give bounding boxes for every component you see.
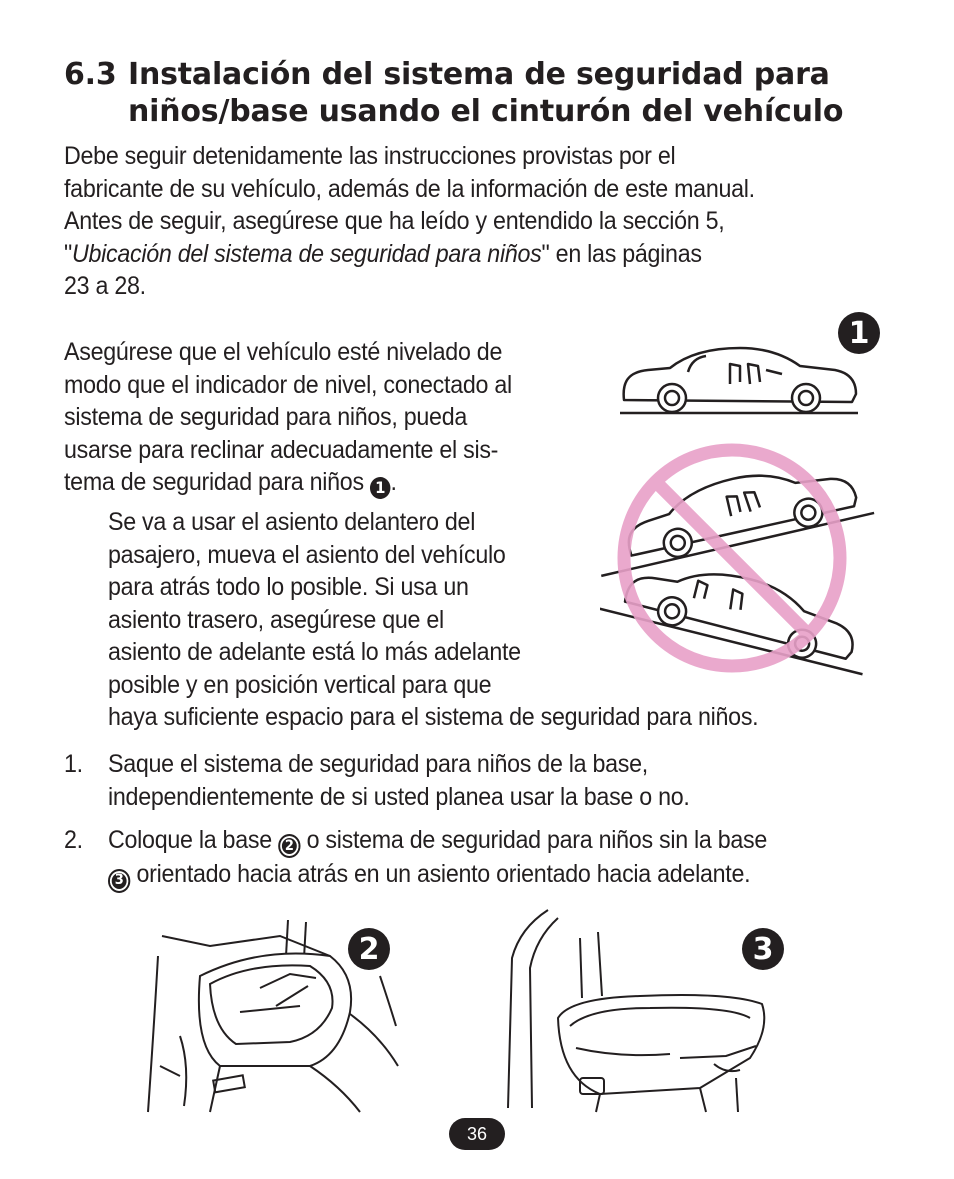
step-line: Saque el sistema de seguridad para niños de la base, bbox=[108, 750, 648, 778]
figure-3-badge: 3 bbox=[742, 928, 784, 970]
prohibition-sign bbox=[624, 450, 840, 666]
section-reference: Ubicación del sistema de seguridad para niños bbox=[71, 239, 542, 268]
step-1-number: 1. bbox=[64, 750, 83, 778]
figure-1-reference-badge: 1 bbox=[370, 477, 390, 499]
step-text: o sistema de seguridad para niños sin la base bbox=[306, 826, 768, 854]
figure-2-badge: 2 bbox=[348, 928, 390, 970]
seat-line: haya suficiente espacio para el sistema de seguridad para niños. bbox=[108, 703, 759, 731]
intro-line: fabricante de su vehículo, además de la información de este manual. bbox=[64, 174, 755, 203]
intro-line: 23 a 28. bbox=[64, 272, 146, 300]
figure-1-badge: 1 bbox=[838, 312, 880, 354]
seat-line: pasajero, mueva el asiento del vehículo bbox=[108, 540, 506, 569]
seat-line: posible y en posición vertical para que bbox=[108, 670, 492, 699]
section-heading bbox=[64, 56, 843, 130]
level-paragraph bbox=[64, 336, 585, 499]
level-car bbox=[620, 348, 858, 413]
intro-line-end: " en las páginas bbox=[541, 239, 702, 268]
level-line: usarse para reclinar adecuadamente el sis- bbox=[64, 435, 499, 464]
step-text: Coloque la base bbox=[108, 826, 272, 854]
figure-1-level-vehicle bbox=[600, 310, 900, 690]
seat-line: para atrás todo lo posible. Si usa un bbox=[108, 573, 469, 601]
seat-line: Se va a usar el asiento delantero del bbox=[108, 508, 476, 536]
intro-line: Antes de seguir, asegúrese que ha leído y entendido la sección 5, bbox=[64, 207, 725, 235]
section-number: 6.3 bbox=[64, 57, 117, 92]
step-line bbox=[108, 858, 889, 892]
intro-line: Debe seguir detenidamente las instrucciones provistas por el bbox=[64, 142, 676, 170]
step-line bbox=[108, 824, 889, 858]
step-2-number: 2. bbox=[64, 826, 83, 854]
figure-3-seat-without-base bbox=[500, 908, 800, 1118]
seat-line: asiento de adelante está lo más adelante bbox=[108, 638, 521, 666]
level-line bbox=[64, 466, 585, 499]
seat-line: asiento trasero, asegúrese que el bbox=[108, 605, 444, 634]
step-1-text bbox=[108, 748, 871, 813]
figure-2-reference-badge: 2 bbox=[278, 834, 300, 858]
period: . bbox=[390, 468, 397, 496]
intro-paragraph bbox=[64, 140, 827, 303]
page-number: 36 bbox=[449, 1118, 505, 1150]
level-line: Asegúrese que el vehículo esté nivelado de bbox=[64, 338, 503, 366]
quote-mark: " bbox=[64, 239, 72, 268]
vehicle-illustration bbox=[600, 310, 900, 690]
heading-line-1: Instalación del sistema de seguridad para bbox=[128, 57, 830, 92]
level-line: modo que el indicador de nivel, conectado al bbox=[64, 370, 512, 399]
step-line: independientemente de si usted planea usar la base o no. bbox=[108, 782, 690, 811]
figure-3-reference-badge: 3 bbox=[108, 869, 130, 893]
step-text: orientado hacia atrás en un asiento orientado hacia adelante. bbox=[136, 860, 751, 889]
step-2-text bbox=[108, 824, 889, 893]
heading-line-2: niños/base usando el cinturón del vehículo bbox=[128, 94, 844, 129]
level-line-text: tema de seguridad para niños bbox=[64, 468, 364, 496]
figure-2-base-on-seat bbox=[140, 916, 410, 1116]
intro-line bbox=[64, 238, 827, 271]
level-line: sistema de seguridad para niños, pueda bbox=[64, 403, 468, 431]
